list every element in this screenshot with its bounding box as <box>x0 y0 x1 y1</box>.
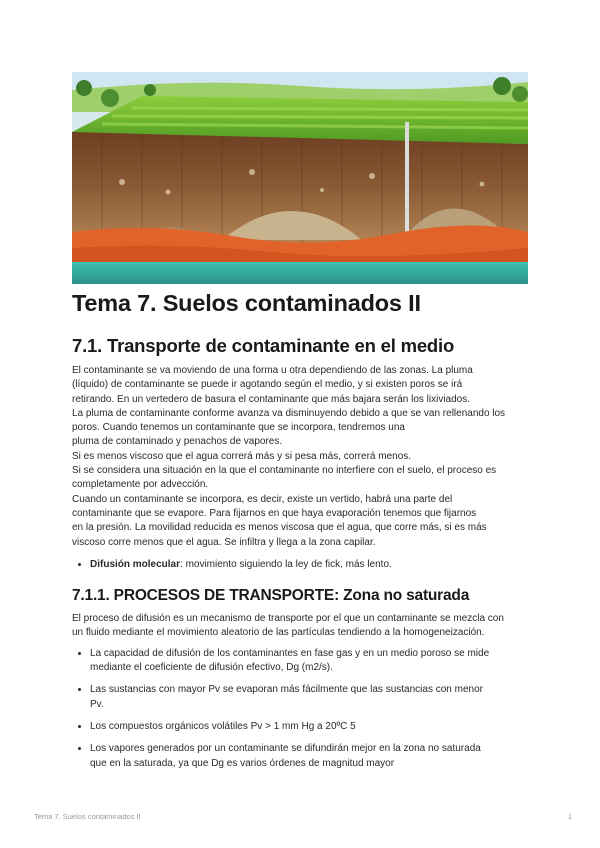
soil-cross-section-icon <box>72 72 528 284</box>
bullet-line: • Los vapores generados por un contaminante se difundirán mejor en la zona no saturada <box>90 743 481 755</box>
footer-title: Tema 7. Suelos contaminados II <box>34 812 141 821</box>
text-line: un fluido mediante el movimiento aleatorio de las partículas tendiendo a la homogeneización. <box>72 627 485 639</box>
list-item <box>90 720 530 734</box>
text-line: El contaminante se va moviendo de una forma u otra dependiendo de las zonas. La pluma <box>72 365 473 376</box>
bullet-line: • Las sustancias con mayor Pv se evaporan más fácilmente que las sustancias con menor <box>90 684 483 696</box>
document-body <box>72 284 530 779</box>
text-line: pluma de contaminado y penachos de vapores. <box>72 436 283 448</box>
section-heading-7-1-1: 7.1.1. PROCESOS DE TRANSPORTE: Zona no saturada <box>72 587 470 605</box>
text-line: en la presión. La movilidad reducida es menos viscosa que el agua, que corre más, si es más <box>72 522 487 534</box>
section-heading-7-1: 7.1. Transporte de contaminante en el medio <box>72 335 455 356</box>
bullet-line: mediante el coeficiente de difusión efectivo, Dg (m2/s). <box>90 662 333 674</box>
text-line: La pluma de contaminante conforme avanza va disminuyendo debido a que se van rellenando los <box>72 407 506 419</box>
text-line: Si se considera una situación en la que el contaminante no interfiere con el suelo, el proceso es <box>72 465 497 477</box>
text-line: (líquido) de contaminante se puede ir agotando según el medio, y si existen poros se irá <box>72 379 463 391</box>
list-item <box>90 647 530 676</box>
bullet-line: • Los compuestos orgánicos volátiles Pv > 1 mm Hg a 20ºC 5 <box>90 720 356 732</box>
bullet-line: • La capacidad de difusión de los contaminantes en fase gas y en un medio poroso se mide <box>90 647 490 659</box>
page-number: 1 <box>567 812 572 821</box>
section-7-1-1-paragraph <box>72 612 530 641</box>
section-7-1-bullets <box>72 558 530 572</box>
list-item <box>90 742 530 771</box>
bullet-line: Pv. <box>90 698 104 710</box>
text-line: completamente por advección. <box>72 479 209 491</box>
text-line: contaminante que se evapore. Para fijarnos en que haya evaporación tenemos que fijarnos <box>72 507 477 519</box>
list-item <box>90 558 530 572</box>
bullet-line: que en la saturada, ya que Dg es varios órdenes de magnitud mayor <box>90 757 395 769</box>
text-line: poros. Cuando tenemos un contaminante que se incorpora, tendremos una <box>72 422 405 434</box>
text-line: Cuando un contaminante se incorpora, es decir, existe un vertido, habrá una parte del <box>72 493 453 505</box>
text-line: retirando. En un vertedero de basura el contaminante que más bajara serán los lixiviados. <box>72 393 471 405</box>
section-7-1-paragraph <box>72 364 530 550</box>
section-7-1-1-bullets <box>72 647 530 771</box>
list-item <box>90 683 530 712</box>
bold-term: Difusión molecular <box>90 558 181 570</box>
page-title: Tema 7. Suelos contaminados II <box>72 290 421 316</box>
text-line: viscoso corre menos que el agua. Se infiltra y llega a la zona capilar. <box>72 536 376 548</box>
hero-image <box>72 72 528 284</box>
bullet-text: : movimiento siguiendo la ley de fick, más lento. <box>180 558 392 570</box>
text-line: Si es menos viscoso que el agua correrá más y si pesa más, correrá menos. <box>72 450 412 462</box>
text-line: El proceso de difusión es un mecanismo de transporte por el que un contaminante se mezcla con <box>72 613 504 625</box>
